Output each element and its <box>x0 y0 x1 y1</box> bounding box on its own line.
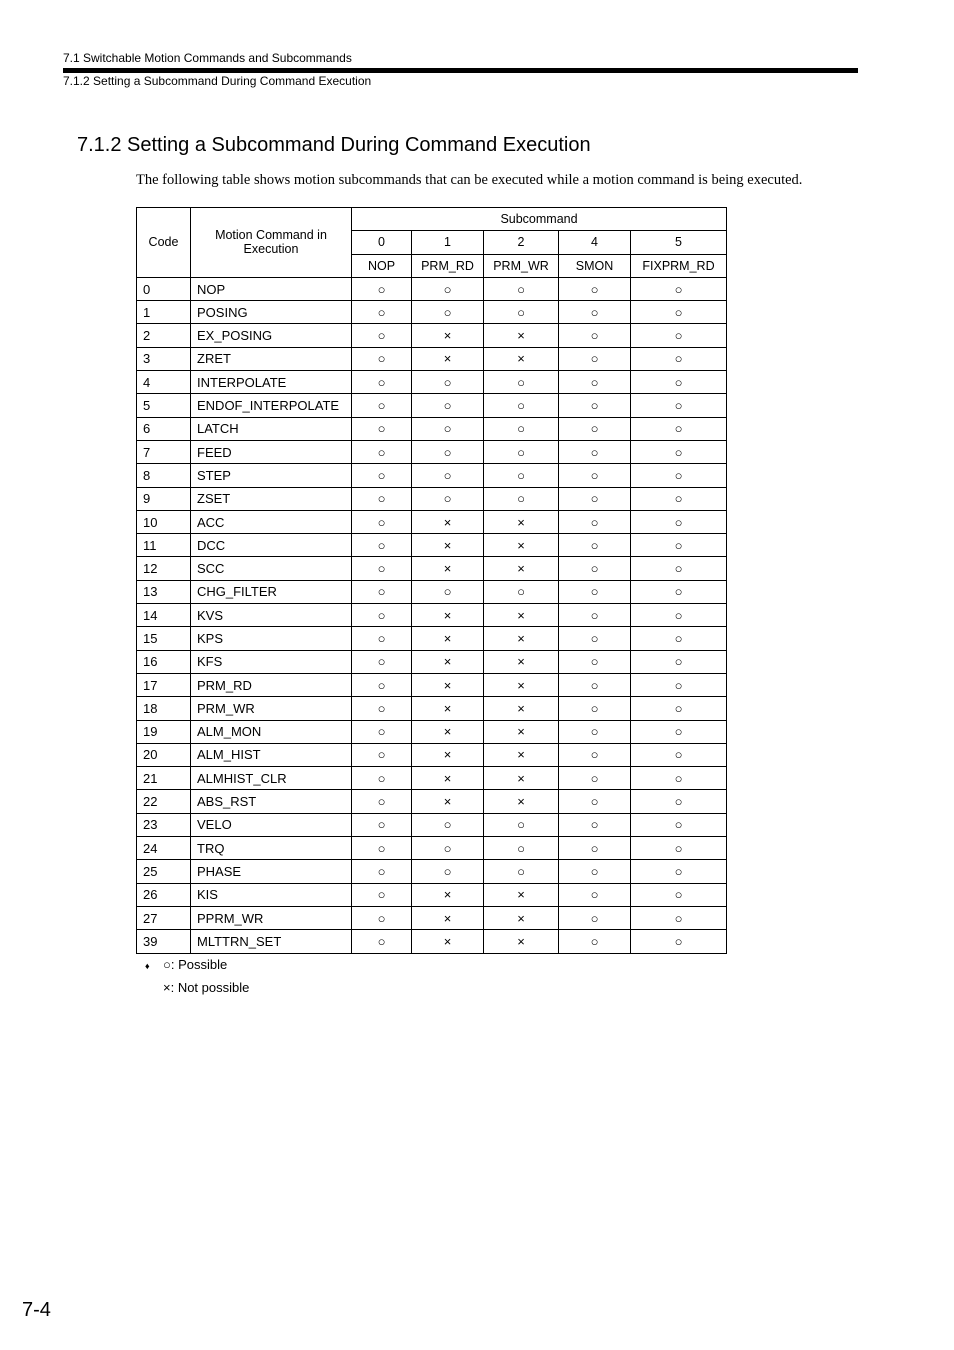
row-command-name: POSING <box>191 301 352 324</box>
row-mark: ○ <box>352 417 412 440</box>
table-row <box>137 324 727 347</box>
row-mark: ○ <box>559 510 631 533</box>
table-row <box>137 510 727 533</box>
row-mark: × <box>412 720 484 743</box>
row-mark: × <box>484 627 559 650</box>
row-mark: ○ <box>412 464 484 487</box>
row-mark: ○ <box>484 487 559 510</box>
row-mark: ○ <box>631 301 727 324</box>
legend-not-possible-text: ×: Not possible <box>163 979 250 995</box>
table-row <box>137 371 727 394</box>
row-command-name: MLTTRN_SET <box>191 930 352 953</box>
row-mark: × <box>484 673 559 696</box>
row-mark: ○ <box>631 510 727 533</box>
row-mark: ○ <box>352 604 412 627</box>
table-row <box>137 464 727 487</box>
row-code: 21 <box>137 767 191 790</box>
row-mark: ○ <box>352 464 412 487</box>
row-mark: ○ <box>559 557 631 580</box>
row-code: 6 <box>137 417 191 440</box>
row-mark: ○ <box>484 301 559 324</box>
row-command-name: EX_POSING <box>191 324 352 347</box>
table-row <box>137 604 727 627</box>
row-mark: ○ <box>559 743 631 766</box>
row-mark: ○ <box>631 930 727 953</box>
row-mark: ○ <box>352 440 412 463</box>
legend-possible <box>145 954 249 977</box>
row-mark: ○ <box>352 720 412 743</box>
row-mark: ○ <box>559 487 631 510</box>
row-mark: ○ <box>559 324 631 347</box>
row-mark: × <box>484 604 559 627</box>
row-mark: ○ <box>352 650 412 673</box>
table-row <box>137 837 727 860</box>
row-command-name: KPS <box>191 627 352 650</box>
row-code: 0 <box>137 277 191 300</box>
row-mark: ○ <box>412 301 484 324</box>
row-code: 18 <box>137 697 191 720</box>
row-code: 23 <box>137 813 191 836</box>
row-mark: ○ <box>352 906 412 929</box>
row-mark: ○ <box>631 813 727 836</box>
row-mark: × <box>484 557 559 580</box>
row-command-name: STEP <box>191 464 352 487</box>
row-mark: ○ <box>559 580 631 603</box>
sub-code: 1 <box>412 231 484 254</box>
intro-paragraph: The following table shows motion subcommands that can be executed while a motion command is being executed. <box>136 172 803 188</box>
row-mark: ○ <box>484 813 559 836</box>
row-command-name: NOP <box>191 277 352 300</box>
row-mark: × <box>412 906 484 929</box>
row-mark: ○ <box>484 394 559 417</box>
header-motion-command: Motion Command in Execution <box>191 208 352 278</box>
table-row <box>137 417 727 440</box>
row-mark: ○ <box>631 790 727 813</box>
row-mark: ○ <box>559 394 631 417</box>
row-mark: ○ <box>559 837 631 860</box>
row-mark: × <box>412 767 484 790</box>
row-command-name: SCC <box>191 557 352 580</box>
row-mark: ○ <box>352 697 412 720</box>
row-mark: × <box>412 324 484 347</box>
row-command-name: CHG_FILTER <box>191 580 352 603</box>
row-mark: × <box>412 930 484 953</box>
row-command-name: KIS <box>191 883 352 906</box>
table-row <box>137 580 727 603</box>
header-subcommand: Subcommand <box>352 208 727 231</box>
row-command-name: KVS <box>191 604 352 627</box>
row-mark: ○ <box>559 930 631 953</box>
row-mark: ○ <box>559 277 631 300</box>
table-row <box>137 627 727 650</box>
row-command-name: ZSET <box>191 487 352 510</box>
row-mark: × <box>412 604 484 627</box>
row-mark: ○ <box>352 557 412 580</box>
row-mark: × <box>412 557 484 580</box>
table-row <box>137 673 727 696</box>
row-mark: ○ <box>352 743 412 766</box>
row-command-name: PRM_RD <box>191 673 352 696</box>
table-row <box>137 394 727 417</box>
row-mark: ○ <box>559 440 631 463</box>
row-code: 10 <box>137 510 191 533</box>
row-mark: ○ <box>559 697 631 720</box>
row-mark: ○ <box>631 860 727 883</box>
row-mark: ○ <box>412 813 484 836</box>
row-mark: × <box>412 743 484 766</box>
row-mark: ○ <box>559 673 631 696</box>
table-row <box>137 930 727 953</box>
row-mark: ○ <box>631 627 727 650</box>
table-row <box>137 487 727 510</box>
sub-code: 5 <box>631 231 727 254</box>
row-mark: ○ <box>352 767 412 790</box>
row-command-name: ALMHIST_CLR <box>191 767 352 790</box>
row-mark: × <box>412 627 484 650</box>
row-mark: ○ <box>352 860 412 883</box>
row-mark: × <box>484 767 559 790</box>
row-mark: ○ <box>559 371 631 394</box>
row-code: 27 <box>137 906 191 929</box>
legend-note <box>145 954 249 999</box>
row-mark: ○ <box>559 790 631 813</box>
row-code: 25 <box>137 860 191 883</box>
row-mark: ○ <box>631 557 727 580</box>
row-mark: ○ <box>631 417 727 440</box>
row-mark: × <box>484 534 559 557</box>
row-mark: ○ <box>559 604 631 627</box>
sub-name: PRM_RD <box>412 254 484 277</box>
row-mark: ○ <box>559 464 631 487</box>
row-mark: ○ <box>352 790 412 813</box>
row-mark: × <box>484 743 559 766</box>
row-mark: ○ <box>412 860 484 883</box>
row-command-name: PRM_WR <box>191 697 352 720</box>
row-command-name: DCC <box>191 534 352 557</box>
row-mark: ○ <box>484 417 559 440</box>
header-rule <box>63 68 858 73</box>
row-mark: ○ <box>559 906 631 929</box>
row-mark: ○ <box>631 906 727 929</box>
row-code: 1 <box>137 301 191 324</box>
row-mark: ○ <box>484 580 559 603</box>
row-code: 20 <box>137 743 191 766</box>
row-mark: ○ <box>484 371 559 394</box>
row-mark: ○ <box>352 673 412 696</box>
table-row <box>137 720 727 743</box>
sub-name: SMON <box>559 254 631 277</box>
row-command-name: INTERPOLATE <box>191 371 352 394</box>
header-code: Code <box>137 208 191 278</box>
row-mark: × <box>484 790 559 813</box>
row-mark: ○ <box>559 301 631 324</box>
sub-code: 0 <box>352 231 412 254</box>
row-mark: × <box>412 697 484 720</box>
table-row <box>137 534 727 557</box>
row-mark: ○ <box>352 627 412 650</box>
row-mark: × <box>484 697 559 720</box>
row-code: 12 <box>137 557 191 580</box>
row-mark: ○ <box>352 534 412 557</box>
row-mark: ○ <box>631 394 727 417</box>
row-command-name: ACC <box>191 510 352 533</box>
row-command-name: KFS <box>191 650 352 673</box>
row-mark: × <box>484 347 559 370</box>
row-code: 39 <box>137 930 191 953</box>
row-mark: ○ <box>631 534 727 557</box>
row-mark: ○ <box>559 720 631 743</box>
row-code: 4 <box>137 371 191 394</box>
row-mark: ○ <box>484 464 559 487</box>
bullet-icon: ♦ <box>145 960 150 971</box>
row-mark: × <box>412 347 484 370</box>
row-mark: ○ <box>631 743 727 766</box>
table-row <box>137 860 727 883</box>
header-row-1 <box>137 208 727 231</box>
table-row <box>137 790 727 813</box>
row-mark: ○ <box>631 277 727 300</box>
row-command-name: ZRET <box>191 347 352 370</box>
row-mark: ○ <box>484 837 559 860</box>
row-mark: ○ <box>631 673 727 696</box>
row-mark: ○ <box>352 301 412 324</box>
row-mark: × <box>484 883 559 906</box>
row-code: 26 <box>137 883 191 906</box>
row-code: 2 <box>137 324 191 347</box>
row-mark: × <box>484 650 559 673</box>
table-body <box>137 277 727 953</box>
row-mark: ○ <box>412 417 484 440</box>
row-mark: × <box>484 906 559 929</box>
row-mark: ○ <box>559 883 631 906</box>
row-mark: ○ <box>559 860 631 883</box>
table-row <box>137 697 727 720</box>
legend-possible-text: ○: Possible <box>163 957 228 972</box>
row-mark: ○ <box>484 277 559 300</box>
row-mark: × <box>412 790 484 813</box>
table-row <box>137 347 727 370</box>
row-code: 16 <box>137 650 191 673</box>
table-row <box>137 557 727 580</box>
row-command-name: PPRM_WR <box>191 906 352 929</box>
row-mark: × <box>412 673 484 696</box>
table-row <box>137 906 727 929</box>
row-mark: × <box>412 510 484 533</box>
row-mark: ○ <box>559 347 631 370</box>
sub-name: NOP <box>352 254 412 277</box>
row-mark: × <box>412 650 484 673</box>
row-mark: ○ <box>631 580 727 603</box>
table-row <box>137 813 727 836</box>
row-code: 9 <box>137 487 191 510</box>
running-header-subsection: 7.1.2 Setting a Subcommand During Command Execution <box>63 74 372 88</box>
row-mark: ○ <box>352 930 412 953</box>
row-mark: ○ <box>412 394 484 417</box>
table-row <box>137 277 727 300</box>
row-mark: ○ <box>631 324 727 347</box>
row-command-name: ENDOF_INTERPOLATE <box>191 394 352 417</box>
row-mark: ○ <box>559 534 631 557</box>
row-mark: ○ <box>631 720 727 743</box>
row-mark: ○ <box>412 277 484 300</box>
row-mark: ○ <box>559 650 631 673</box>
row-command-name: VELO <box>191 813 352 836</box>
subcommand-table <box>136 207 727 954</box>
row-mark: × <box>484 930 559 953</box>
section-title: 7.1.2 Setting a Subcommand During Command Execution <box>77 134 591 156</box>
sub-name: PRM_WR <box>484 254 559 277</box>
row-mark: ○ <box>631 487 727 510</box>
row-code: 15 <box>137 627 191 650</box>
row-mark: ○ <box>412 580 484 603</box>
row-mark: ○ <box>631 837 727 860</box>
row-mark: ○ <box>631 371 727 394</box>
row-code: 19 <box>137 720 191 743</box>
row-code: 17 <box>137 673 191 696</box>
table-row <box>137 743 727 766</box>
row-mark: ○ <box>412 371 484 394</box>
row-mark: ○ <box>559 813 631 836</box>
row-mark: ○ <box>559 417 631 440</box>
row-command-name: PHASE <box>191 860 352 883</box>
table-row <box>137 767 727 790</box>
row-mark: ○ <box>352 510 412 533</box>
row-mark: ○ <box>352 324 412 347</box>
row-mark: × <box>412 534 484 557</box>
row-code: 3 <box>137 347 191 370</box>
row-command-name: TRQ <box>191 837 352 860</box>
row-mark: ○ <box>352 394 412 417</box>
row-code: 13 <box>137 580 191 603</box>
row-code: 5 <box>137 394 191 417</box>
running-header-section: 7.1 Switchable Motion Commands and Subcommands <box>63 51 352 65</box>
row-mark: ○ <box>412 837 484 860</box>
row-mark: × <box>484 720 559 743</box>
row-mark: × <box>484 324 559 347</box>
row-code: 11 <box>137 534 191 557</box>
sub-code: 4 <box>559 231 631 254</box>
row-mark: × <box>484 510 559 533</box>
row-command-name: FEED <box>191 440 352 463</box>
row-mark: ○ <box>352 813 412 836</box>
row-mark: ○ <box>352 487 412 510</box>
row-mark: ○ <box>484 440 559 463</box>
table-row <box>137 883 727 906</box>
table-row <box>137 301 727 324</box>
table-row <box>137 650 727 673</box>
row-mark: ○ <box>352 371 412 394</box>
row-command-name: ABS_RST <box>191 790 352 813</box>
sub-code: 2 <box>484 231 559 254</box>
row-mark: ○ <box>352 580 412 603</box>
row-command-name: ALM_MON <box>191 720 352 743</box>
row-mark: ○ <box>631 604 727 627</box>
row-mark: ○ <box>631 883 727 906</box>
sub-name: FIXPRM_RD <box>631 254 727 277</box>
row-mark: ○ <box>631 697 727 720</box>
row-mark: ○ <box>559 627 631 650</box>
row-command-name: LATCH <box>191 417 352 440</box>
row-code: 22 <box>137 790 191 813</box>
legend-not-possible <box>145 977 249 999</box>
row-mark: ○ <box>412 487 484 510</box>
row-mark: ○ <box>631 767 727 790</box>
row-mark: ○ <box>352 837 412 860</box>
row-mark: ○ <box>484 860 559 883</box>
row-mark: ○ <box>631 347 727 370</box>
row-code: 14 <box>137 604 191 627</box>
row-mark: ○ <box>631 440 727 463</box>
row-code: 7 <box>137 440 191 463</box>
row-code: 8 <box>137 464 191 487</box>
row-mark: ○ <box>559 767 631 790</box>
row-mark: ○ <box>631 650 727 673</box>
row-code: 24 <box>137 837 191 860</box>
row-mark: ○ <box>352 883 412 906</box>
row-command-name: ALM_HIST <box>191 743 352 766</box>
table-row <box>137 440 727 463</box>
page-number: 7-4 <box>22 1299 51 1321</box>
row-mark: × <box>412 883 484 906</box>
row-mark: ○ <box>412 440 484 463</box>
row-mark: ○ <box>352 277 412 300</box>
row-mark: ○ <box>631 464 727 487</box>
row-mark: ○ <box>352 347 412 370</box>
